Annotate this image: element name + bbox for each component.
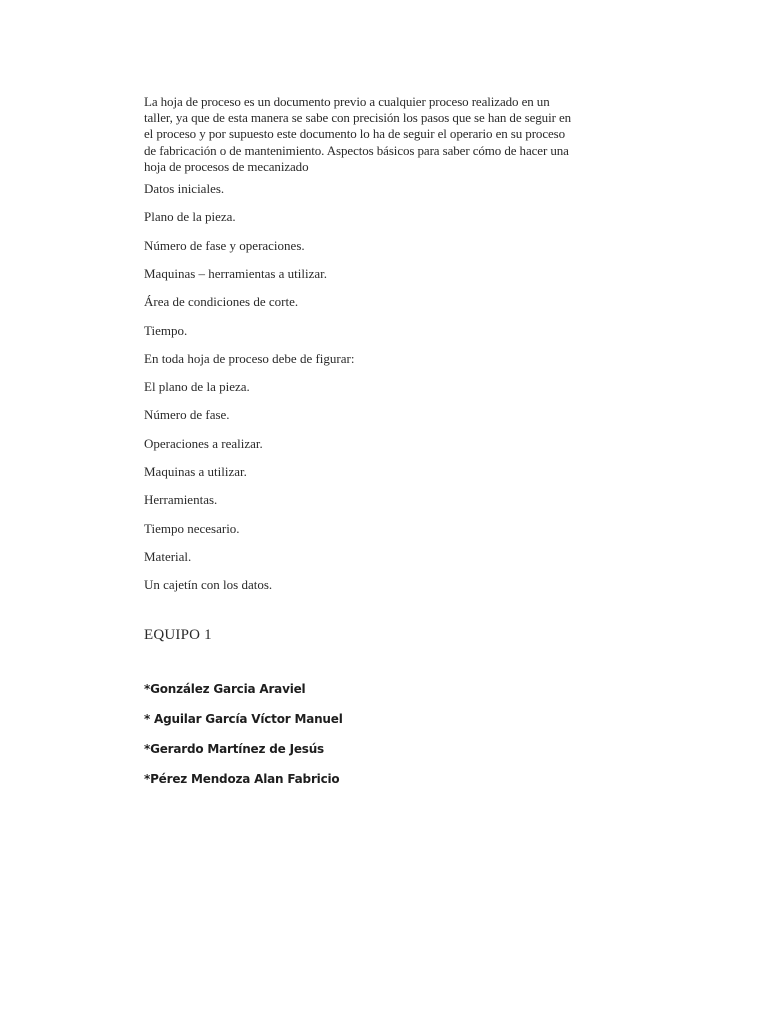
list-item: Material.	[144, 548, 192, 564]
list-item: En toda hoja de proceso debe de figurar:	[144, 350, 355, 366]
list-item: Número de fase.	[144, 407, 230, 423]
list-item: Un cajetín con los datos.	[144, 577, 273, 593]
intro-line: el proceso y por supuesto este documento lo ha de seguir el operario en su proceso	[144, 126, 566, 142]
list-item: Área de condiciones de corte.	[144, 294, 299, 310]
list-item: Plano de la pieza.	[144, 209, 236, 225]
list-item: Maquinas a utilizar.	[144, 463, 247, 479]
intro-paragraph	[144, 94, 612, 175]
list-item: El plano de la pieza.	[144, 379, 250, 395]
list-item: Operaciones a realizar.	[144, 435, 263, 451]
list-item: Tiempo necesario.	[144, 520, 240, 536]
team-member: *González Garcia Araviel	[144, 682, 306, 697]
intro-line: de fabricación o de mantenimiento. Aspectos básicos para saber cómo de hacer una	[144, 142, 569, 158]
team-member: *Gerardo Martínez de Jesús	[144, 741, 324, 756]
intro-line: La hoja de proceso es un documento previo a cualquier proceso realizado en un	[144, 94, 550, 109]
intro-line: hoja de procesos de mecanizado	[144, 158, 309, 174]
team-member: * Aguilar García Víctor Manuel	[144, 712, 343, 727]
list-item: Maquinas – herramientas a utilizar.	[144, 265, 328, 281]
team-member: *Pérez Mendoza Alan Fabricio	[144, 771, 340, 786]
intro-line: taller, ya que de esta manera se sabe con precisión los pasos que se han de seguir en	[144, 110, 572, 126]
list-item: Herramientas.	[144, 492, 218, 508]
list-item: Datos iniciales.	[144, 181, 225, 197]
list-item: Tiempo.	[144, 322, 188, 338]
process-items-list	[144, 181, 612, 605]
team-title: EQUIPO 1	[144, 627, 212, 644]
list-item: Número de fase y operaciones.	[144, 237, 305, 253]
team-members-list	[144, 681, 612, 800]
document-body	[144, 94, 612, 800]
